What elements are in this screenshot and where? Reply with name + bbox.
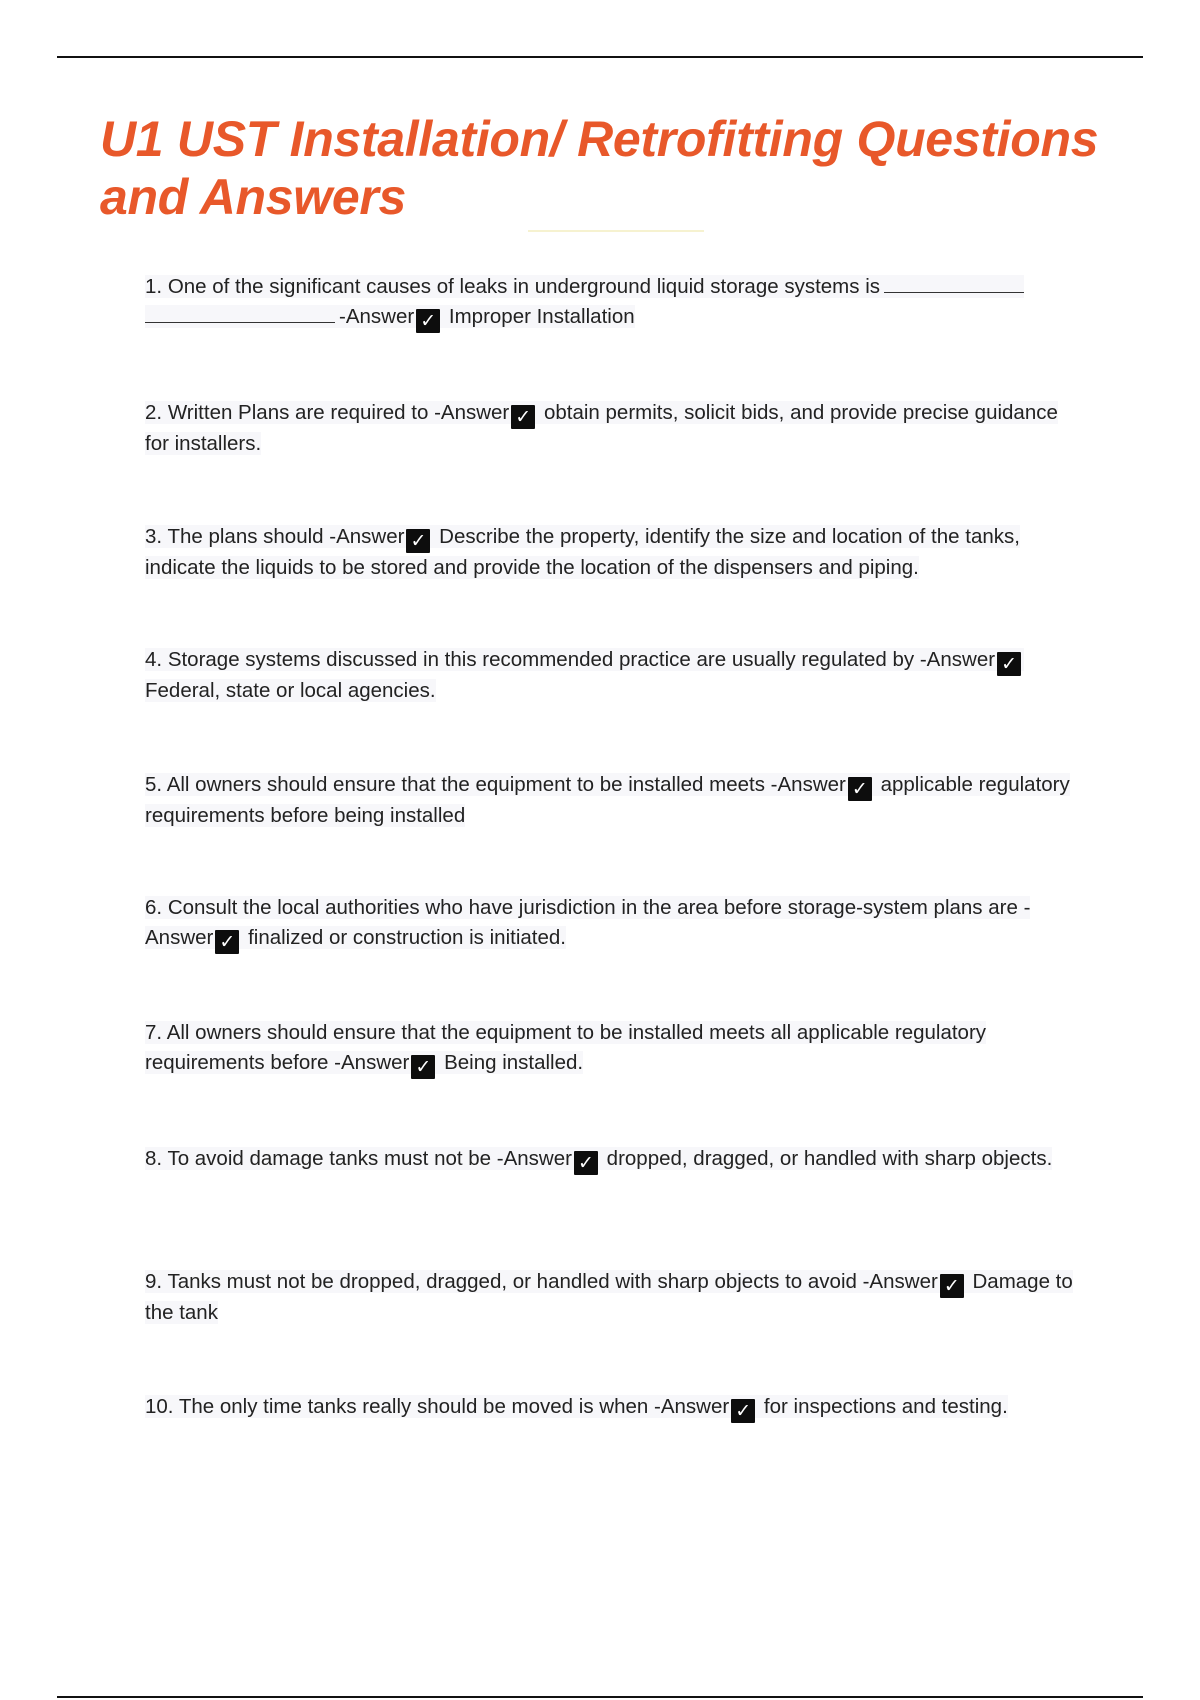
qa-item-6-text — [145, 896, 1031, 953]
answer-marker: -Answer — [654, 1395, 730, 1418]
checkmark-icon: ✓ — [848, 777, 872, 801]
checkmark-icon: ✓ — [411, 1055, 435, 1079]
question-text: To avoid damage tanks must not be — [167, 1147, 492, 1170]
question-number: 1. — [145, 275, 163, 298]
answer-text: Being installed. — [444, 1051, 584, 1074]
question-text: All owners should ensure that the equipment to be installed meets — [166, 773, 765, 796]
answer-text: for inspections and testing. — [763, 1395, 1008, 1418]
question-number: 3. — [145, 525, 163, 548]
question-text: The only time tanks really should be moved is when — [178, 1395, 649, 1418]
checkmark-icon: ✓ — [574, 1151, 598, 1175]
answer-marker: -Answer — [334, 1051, 410, 1074]
answer-blank — [145, 304, 335, 323]
answer-marker: -Answer — [770, 773, 846, 796]
answer-marker: -Answer — [496, 1147, 572, 1170]
answer-text: Federal, state or local agencies. — [145, 679, 436, 702]
checkmark-icon: ✓ — [406, 529, 430, 553]
answer-marker: -Answer — [339, 305, 415, 328]
answer-marker: -Answer — [919, 648, 996, 671]
answer-text: Improper Installation — [448, 305, 635, 328]
qa-item-4 — [145, 645, 1085, 706]
question-number: 8. — [145, 1147, 163, 1170]
question-number: 9. — [145, 1270, 163, 1293]
answer-text: finalized or construction is initiated. — [248, 926, 566, 949]
top-rule — [57, 56, 1143, 58]
question-text: Consult the local authorities who have jurisdiction in the area before storage-system plans are — [167, 896, 1018, 919]
qa-item-8-text — [145, 1147, 1053, 1174]
qa-item-5 — [145, 770, 1085, 831]
checkmark-icon: ✓ — [731, 1399, 755, 1423]
qa-item-4-text — [145, 648, 1024, 702]
answer-text: dropped, dragged, or handled with sharp objects. — [606, 1147, 1053, 1170]
bottom-rule — [57, 1696, 1143, 1698]
answer-blank — [884, 274, 1024, 293]
qa-item-2-text — [145, 401, 1058, 455]
answer-text: applicable regulatory requirements before being installed — [145, 773, 1070, 827]
answer-marker: -Answer — [329, 525, 405, 548]
checkmark-icon: ✓ — [940, 1274, 964, 1298]
qa-item-10-text — [145, 1395, 1008, 1422]
question-text: The plans should — [167, 525, 324, 548]
qa-item-9-text — [145, 1270, 1073, 1324]
qa-item-7 — [145, 1018, 1085, 1079]
question-number: 7. — [145, 1021, 163, 1044]
page-title: U1 UST Installation/ Retrofitting Questions and Answers — [100, 111, 1099, 225]
question-text: Storage systems discussed in this recommended practice are usually regulated by — [167, 648, 915, 671]
question-number: 5. — [145, 773, 163, 796]
qa-item-1 — [145, 272, 1085, 333]
answer-marker: -Answer — [434, 401, 510, 424]
question-text: Tanks must not be dropped, dragged, or handled with sharp objects to avoid — [167, 1270, 857, 1293]
question-text: One of the significant causes of leaks in underground liquid storage systems is — [167, 275, 881, 298]
answer-marker: -Answer — [862, 1270, 938, 1293]
answer-text: Damage to the tank — [145, 1270, 1073, 1324]
qa-item-5-text — [145, 773, 1070, 827]
question-number: 2. — [145, 401, 163, 424]
question-number: 4. — [145, 648, 163, 671]
checkmark-icon: ✓ — [997, 652, 1021, 676]
qa-item-3 — [145, 522, 1085, 583]
question-number: 10. — [145, 1395, 174, 1418]
qa-item-1-text — [145, 275, 1024, 332]
checkmark-icon: ✓ — [511, 405, 535, 429]
qa-item-6 — [145, 893, 1085, 954]
qa-item-7-text — [145, 1021, 987, 1078]
qa-item-2 — [145, 398, 1085, 459]
answer-text: obtain permits, solicit bids, and provide precise guidance for installers. — [145, 401, 1058, 455]
answer-text: Describe the property, identify the size and location of the tanks, indicate the liquids to be stored and provide the location of the dispensers and piping. — [145, 525, 1020, 579]
question-number: 6. — [145, 896, 163, 919]
question-text: All owners should ensure that the equipment to be installed meets all applicable regulatory requirements before — [145, 1021, 987, 1074]
qa-item-10 — [145, 1392, 1085, 1423]
qa-item-8 — [145, 1144, 1085, 1175]
checkmark-icon: ✓ — [215, 930, 239, 954]
title-underline-decoration — [528, 230, 704, 232]
answer-marker: -Answer — [145, 896, 1031, 949]
question-text: Written Plans are required to — [167, 401, 429, 424]
qa-item-9 — [145, 1267, 1085, 1328]
checkmark-icon: ✓ — [416, 309, 440, 333]
qa-item-3-text — [145, 525, 1020, 579]
